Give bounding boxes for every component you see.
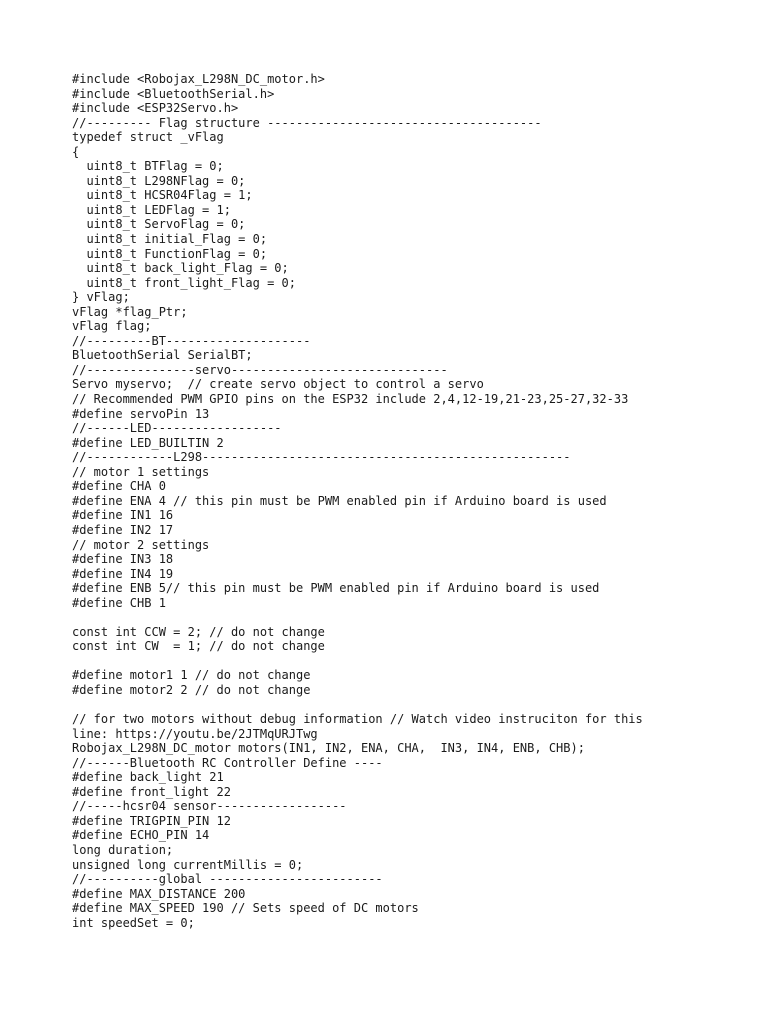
code-line: #define motor1 1 // do not change — [72, 668, 311, 683]
code-line: uint8_t front_light_Flag = 0; — [72, 275, 296, 290]
code-line: #define IN4 19 — [72, 566, 174, 581]
code-line: { — [72, 144, 80, 159]
code-line: #include <Robojax_L298N_DC_motor.h> — [72, 72, 325, 86]
code-line — [72, 698, 752, 713]
code-line: #define CHA 0 — [72, 479, 166, 494]
code-line: // motor 2 settings — [72, 537, 210, 552]
code-line: } vFlag; — [72, 290, 130, 305]
code-line: //--------- Flag structure -------------------------------------- — [72, 115, 542, 130]
code-line: const int CW = 1; // do not change — [72, 639, 325, 654]
code-line: //---------BT-------------------- — [72, 333, 311, 348]
code-line: unsigned long currentMillis = 0; — [72, 857, 304, 872]
code-line: #define IN2 17 — [72, 522, 174, 537]
code-line: #define MAX_SPEED 190 // Sets speed of DC motors — [72, 901, 419, 916]
code-line — [72, 654, 752, 669]
code-line: #define CHB 1 — [72, 595, 166, 610]
code-line: //---------------servo------------------------------ — [72, 362, 448, 377]
code-listing — [72, 72, 752, 930]
code-line: long duration; — [72, 842, 174, 857]
code-line: // motor 1 settings — [72, 464, 210, 479]
code-line: uint8_t FunctionFlag = 0; — [72, 246, 268, 261]
code-line: vFlag *flag_Ptr; — [72, 304, 188, 319]
code-line: #include <ESP32Servo.h> — [72, 101, 239, 116]
code-line: Robojax_L298N_DC_motor motors(IN1, IN2, ENA, CHA, IN3, IN4, ENB, CHB); — [72, 741, 585, 756]
code-line: uint8_t HCSR04Flag = 1; — [72, 188, 253, 203]
code-line: #define servoPin 13 — [72, 406, 210, 421]
code-line: #define LED_BUILTIN 2 — [72, 435, 224, 450]
code-line: typedef struct _vFlag — [72, 130, 224, 145]
code-line: uint8_t back_light_Flag = 0; — [72, 261, 289, 276]
code-line: #include <BluetoothSerial.h> — [72, 86, 275, 101]
code-line: #define IN1 16 — [72, 508, 174, 523]
code-line: //------LED------------------ — [72, 421, 282, 436]
code-line: #define ENA 4 // this pin must be PWM enabled pin if Arduino board is used — [72, 493, 607, 508]
code-line: vFlag flag; — [72, 319, 152, 334]
code-line: //-----hcsr04 sensor------------------ — [72, 799, 347, 814]
code-line: BluetoothSerial SerialBT; — [72, 348, 253, 363]
code-line: uint8_t BTFlag = 0; — [72, 159, 224, 174]
code-line: //----------global ------------------------ — [72, 872, 383, 887]
code-line: uint8_t initial_Flag = 0; — [72, 232, 268, 247]
code-line: #define TRIGPIN_PIN 12 — [72, 813, 231, 828]
code-line: uint8_t ServoFlag = 0; — [72, 217, 246, 232]
code-line: #define MAX_DISTANCE 200 — [72, 886, 246, 901]
code-line: #define motor2 2 // do not change — [72, 682, 311, 697]
code-line: int speedSet = 0; — [72, 915, 195, 930]
code-line: #define back_light 21 — [72, 770, 224, 785]
code-line: //------Bluetooth RC Controller Define ---- — [72, 755, 383, 770]
code-line: // for two motors without debug information // Watch video instruciton for this — [72, 712, 643, 727]
code-line: #define front_light 22 — [72, 784, 231, 799]
code-line: uint8_t L298NFlag = 0; — [72, 173, 246, 188]
code-line: #define ECHO_PIN 14 — [72, 828, 210, 843]
code-line — [72, 610, 752, 625]
code-line: #define IN3 18 — [72, 552, 174, 567]
code-line: const int CCW = 2; // do not change — [72, 624, 325, 639]
code-line: #define ENB 5// this pin must be PWM enabled pin if Arduino board is used — [72, 581, 600, 596]
code-line: Servo myservo; // create servo object to control a servo — [72, 377, 484, 392]
code-line: uint8_t LEDFlag = 1; — [72, 202, 231, 217]
code-line: // Recommended PWM GPIO pins on the ESP32 include 2,4,12-19,21-23,25-27,32-33 — [72, 392, 629, 407]
code-line: //------------L298--------------------------------------------------- — [72, 450, 571, 465]
code-line: line: https://youtu.be/2JTMqURJTwg — [72, 726, 318, 741]
